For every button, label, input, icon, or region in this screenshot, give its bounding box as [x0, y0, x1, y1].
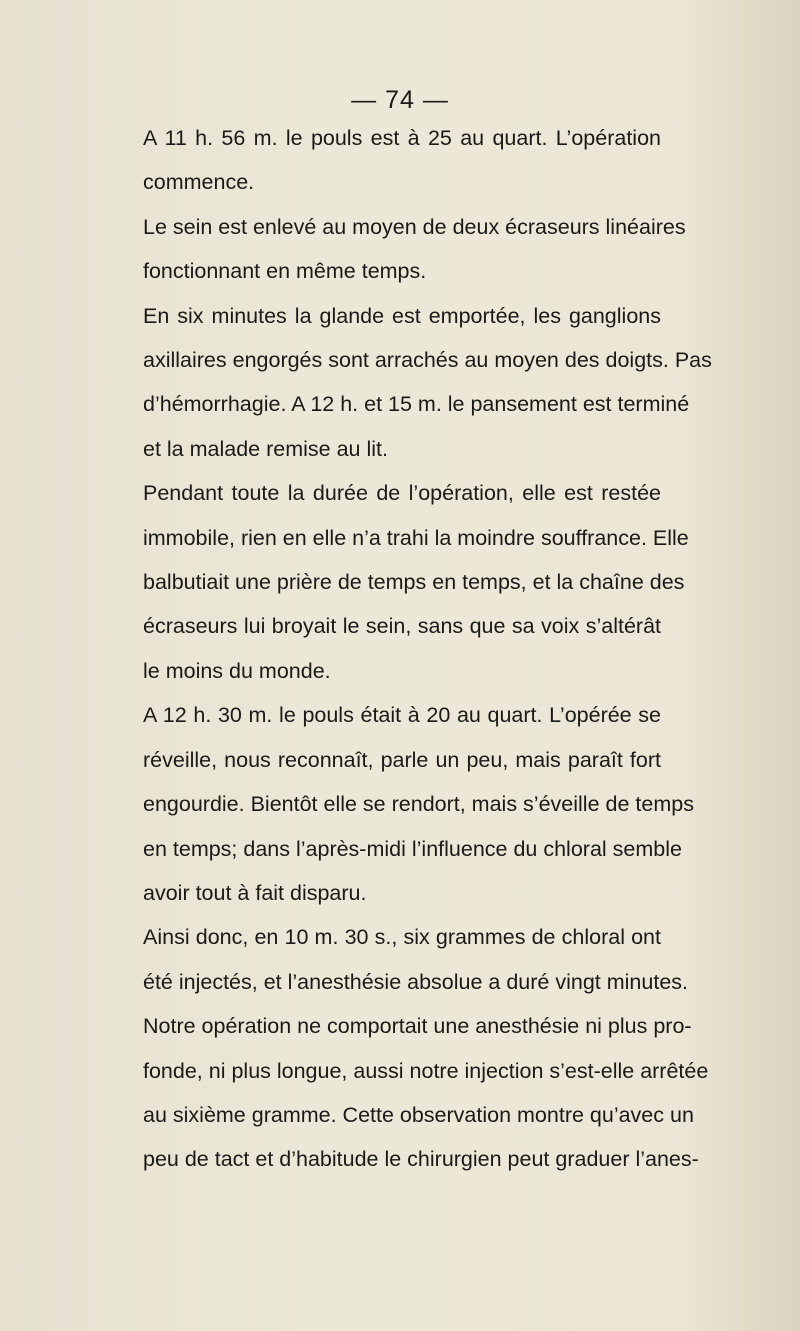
paragraph-7: [143, 1004, 709, 1182]
text-line: Notre opération ne comportait une anesthésie ni plus pro-: [143, 1014, 692, 1039]
text-line: écraseurs lui broyait le sein, sans que sa voix s’altérât: [143, 614, 661, 639]
text-line: Ainsi donc, en 10 m. 30 s., six grammes de chloral ont: [143, 925, 661, 950]
text-line: Pendant toute la durée de l’opération, elle est restée: [143, 481, 661, 506]
text-line: le moins du monde.: [143, 658, 331, 683]
paragraph-2: [143, 205, 686, 294]
text-line: en temps; dans l’après-midi l’influence du chloral semble: [143, 836, 682, 861]
paragraph-3: [143, 294, 712, 472]
text-line: été injectés, et l’anesthésie absolue a duré vingt minutes.: [143, 969, 688, 994]
paragraph-6: [143, 915, 688, 1004]
text-line: engourdie. Bientôt elle se rendort, mais s’éveille de temps: [143, 792, 694, 817]
text-line: fonde, ni plus longue, aussi notre injection s’est-elle arrêtée: [143, 1058, 709, 1083]
text-line: A 11 h. 56 m. le pouls est à 25 au quart. L’opération: [143, 126, 661, 150]
text-line: d’hémorrhagie. A 12 h. et 15 m. le pansement est terminé: [143, 392, 690, 417]
text-line: A 12 h. 30 m. le pouls était à 20 au quart. L’opérée se: [143, 703, 661, 728]
text-line: En six minutes la glande est emportée, les ganglions: [143, 303, 661, 328]
text-line: et la malade remise au lit.: [143, 436, 388, 461]
page-number: — 74 —: [351, 86, 449, 114]
text-line: réveille, nous reconnaît, parle un peu, mais paraît fort: [143, 747, 661, 772]
text-line: immobile, rien en elle n’a trahi la moindre souffrance. Elle: [143, 525, 689, 550]
body-text: [143, 116, 712, 1182]
paragraph-1: [143, 116, 661, 205]
paragraph-4: [143, 471, 689, 693]
text-line: axillaires engorgés sont arrachés au moyen des doigts. Pas: [143, 348, 712, 373]
paragraph-5: [143, 693, 694, 915]
text-line: Le sein est enlevé au moyen de deux écraseurs linéaires: [143, 214, 686, 239]
text-line: commence.: [143, 170, 255, 195]
text-line: fonctionnant en même temps.: [143, 259, 427, 284]
text-line: avoir tout à fait disparu.: [143, 880, 367, 905]
text-line: peu de tact et d’habitude le chirurgien peut graduer l’anes-: [143, 1147, 699, 1172]
text-line: balbutiait une prière de temps en temps, et la chaîne des: [143, 570, 685, 595]
text-line: au sixième gramme. Cette observation montre qu’avec un: [143, 1102, 694, 1127]
